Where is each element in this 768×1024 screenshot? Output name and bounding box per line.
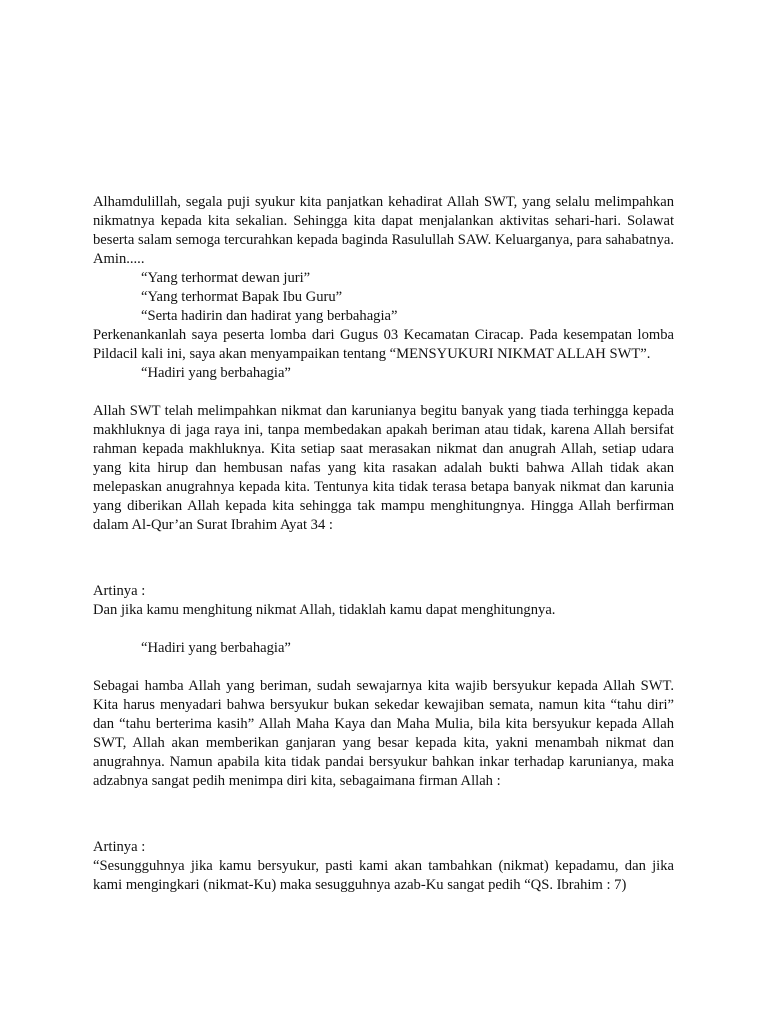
translation-text-1: Dan jika kamu menghitung nikmat Allah, tidaklah kamu dapat menghitungnya. (93, 602, 556, 618)
blessings-paragraph: Allah SWT telah melimpahkan nikmat dan karunianya begitu banyak yang tiada terhingga kepada makhluknya di jaga raya ini, tanpa membedakan apakah beriman atau tidak, karena Allah bersifat rahman kepada makhluknya. Kita setiap saat merasakan nikmat dan anugrah Allah, setiap udara yang kita hirup dan hembusan nafas yang kita rasakan adalah bukti bahwa Allah tidak akan melepaskan anugrahnya kepada kita. Tentunya kita tidak terasa betapa banyak nikmat dan karunia yang diberikan Allah kepada kita sehingga tak mampu menghitungnya. Hingga Allah berfirman dalam Al-Qur’an Surat Ibrahim Ayat 34 : (93, 403, 674, 533)
greeting-teachers: “Yang terhormat Bapak Ibu Guru” (141, 289, 343, 305)
translation-label-2: Artinya : (93, 839, 146, 855)
hadiri-greeting-2: “Hadiri yang berbahagia” (141, 640, 291, 656)
verse-placeholder-2 (93, 791, 674, 838)
introduction-paragraph: Perkenankanlah saya peserta lomba dari Gugus 03 Kecamatan Ciracap. Pada kesempatan lomba Pildacil kali ini, saya akan menyampaikan tentang “MENSYUKURI NIKMAT ALLAH SWT”. (93, 327, 674, 362)
greeting-audience: “Serta hadirin dan hadirat yang berbahagia” (141, 308, 398, 324)
spacer (93, 383, 674, 402)
opening-paragraph: Alhamdulillah, segala puji syukur kita panjatkan kehadirat Allah SWT, yang selalu melimpahkan nikmatnya kepada kita sekalian. Sehingga kita dapat menjalankan aktivitas sehari-hari. Solawat beserta salam semoga tercurahkan kepada baginda Rasulullah SAW. Keluarganya, para sahabatnya. Amin..... (93, 194, 674, 267)
greeting-jury: “Yang terhormat dewan juri” (141, 270, 311, 286)
spacer (93, 620, 674, 639)
gratitude-paragraph: Sebagai hamba Allah yang beriman, sudah sewajarnya kita wajib bersyukur kepada Allah SWT. Kita harus menyadari bahwa bersyukur bukan sekedar kewajiban semata, namun kita “tahu diri” dan “tahu berterima kasih” Allah Maha Kaya dan Maha Mulia, bila kita bersyukur kepada Allah SWT, Allah akan memberikan ganjaran yang besar kepada kita, yakni menambah nikmat dan anugrahnya. Namun apabila kita tidak pandai bersyukur bahkan inkar terhadap karunianya, maka adzabnya sangat pedih menimpa diri kita, sebagaimana firman Allah : (93, 678, 674, 789)
hadiri-greeting-1: “Hadiri yang berbahagia” (141, 365, 291, 381)
spacer (93, 658, 674, 677)
verse-placeholder-1 (93, 535, 674, 582)
translation-label-1: Artinya : (93, 583, 146, 599)
document-body (93, 193, 674, 895)
translation-text-2: “Sesungguhnya jika kamu bersyukur, pasti kami akan tambahkan (nikmat) kepadamu, dan jika kami mengingkari (nikmat-Ku) maka sesugguhnya azab-Ku sangat pedih “QS. Ibrahim : 7) (93, 858, 674, 893)
